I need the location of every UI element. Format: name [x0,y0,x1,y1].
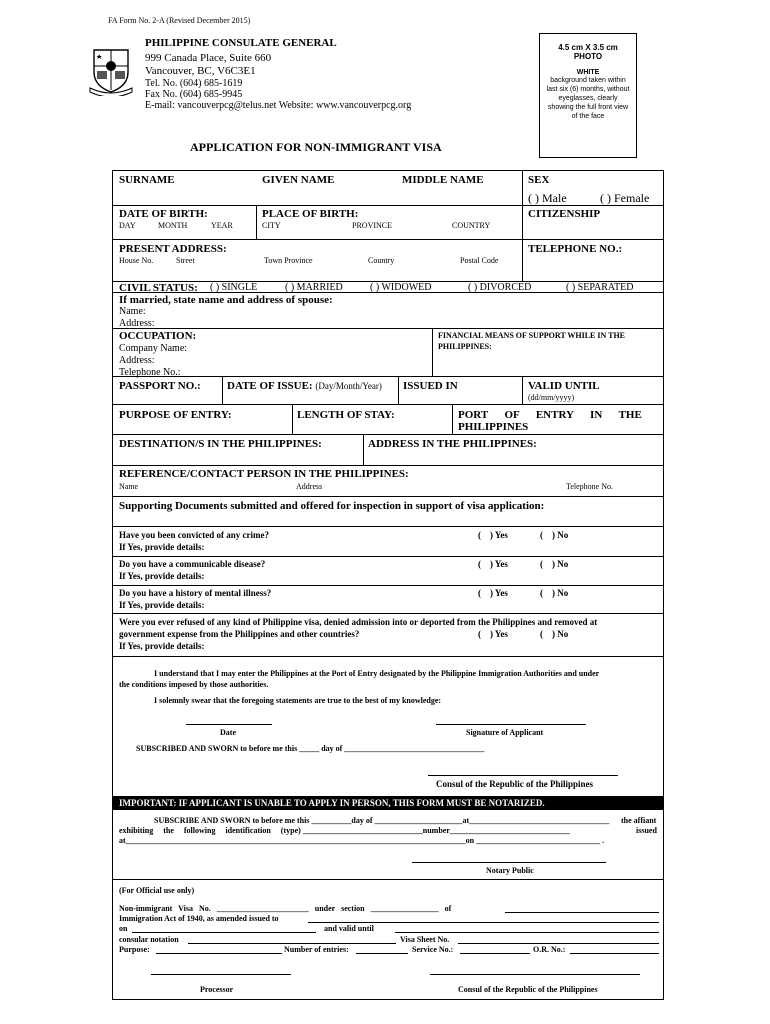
label-company-name: Company Name: [119,343,188,354]
label-middle-name: MIDDLE NAME [402,174,484,186]
official-consul: Consul of the Republic of the Philippines [458,985,598,994]
addr-line-2: Vancouver, BC, V6C3E1 [145,65,256,77]
label-occ-address: Address: [119,355,155,366]
q-mental-details: If Yes, provide details: [119,600,205,610]
label-telephone: TELEPHONE NO.: [528,243,623,255]
label-financial-means: FINANCIAL MEANS OF SUPPORT WHILE IN THE PHILIPPINES: [438,331,626,351]
q-mental-yes[interactable]: ( ) Yes [478,588,508,598]
label-consul: Consul of the Republic of the Philippines [436,779,594,789]
label-civil-status: CIVIL STATUS: [119,282,198,294]
q-disease: Do you have a communicable disease? [119,559,266,569]
q-crime-details: If Yes, provide details: [119,542,205,552]
label-day: DAY [119,221,136,230]
notary-line-2-issued: issued [636,826,657,835]
q-crime-no[interactable]: ( ) No [540,530,569,540]
label-addr-country: Country [368,256,395,265]
declaration-swear: I solemnly swear that the foregoing statements are true to the best of my knowledge: [154,696,442,705]
official-title: (For Official use only) [119,886,195,895]
official-service: Service No.: [412,945,454,954]
photo-box [539,33,637,158]
label-year: YEAR [211,221,233,230]
label-pob: PLACE OF BIRTH: [262,208,359,220]
official-on: on [119,924,128,933]
official-processor: Processor [200,985,234,994]
civil-single-option[interactable]: ( ) SINGLE [210,282,258,293]
q-refused-no[interactable]: ( ) No [540,629,569,639]
label-reference: REFERENCE/CONTACT PERSON IN THE PHILIPPINES: [119,468,409,480]
label-valid-until: VALID UNTIL [528,380,600,392]
addr-line-1: 999 Canada Place, Suite 660 [145,52,272,64]
q-crime-yes[interactable]: ( ) Yes [478,530,508,540]
form-title: APPLICATION FOR NON-IMMIGRANT VISA [190,140,442,154]
label-ref-address: Address [296,482,323,491]
subscribed-line: SUBSCRIBED AND SWORN to before me this _____ day of ___________________________________ [136,744,485,753]
label-sex: SEX [528,174,550,186]
q-refused-line2: government expense from the Philippines and other countries? [119,629,360,639]
official-visa-line: Non-immigrant Visa No. _______________________ under section _________________ of [119,904,452,913]
photo-size: 4.5 cm X 3.5 cm [558,43,618,52]
official-or-no: O.R. No.: [533,945,566,954]
label-present-address: PRESENT ADDRESS: [119,243,227,255]
label-postal-code: Postal Code [460,256,499,265]
label-port-philippines: PHILIPPINES [458,421,529,433]
label-city: CITY [262,221,281,230]
consulate-seal-icon [86,44,136,96]
label-port-of-entry: PORT OF ENTRY IN THE [458,409,642,421]
label-destinations: DESTINATION/S IN THE PHILIPPINES: [119,438,322,450]
label-purpose: PURPOSE OF ENTRY: [119,409,232,421]
label-house-no: House No. [119,256,154,265]
q-crime: Have you been convicted of any crime? [119,530,269,540]
label-date-of-issue: DATE OF ISSUE: [227,380,313,392]
label-dob: DATE OF BIRTH: [119,208,208,220]
official-entries: Number of entries: [284,945,349,954]
official-act: Immigration Act of 1940, as amended issued to [119,914,279,923]
civil-married-option[interactable]: ( ) MARRIED [285,282,343,293]
declaration-understand: I understand that I may enter the Philippines at the Port of Entry designated by the Philippine Immigration Authorities and under [154,669,600,678]
email-line: E-mail: vancouverpcg@telus.net Website: www.vancouverpcg.org [145,100,412,111]
civil-divorced-option[interactable]: ( ) DIVORCED [468,282,532,293]
label-town-province: Town Province [264,256,313,265]
form-id: FA Form No. 2-A (Revised December 2015) [108,16,251,25]
declaration-understand-2: the conditions imposed by those authorities. [119,680,269,689]
tel-line: Tel. No. (604) 685-1619 [145,78,243,89]
q-refused: Were you ever refused of any kind of Philippine visa, denied admission into or deported from the Philippines and removed at [119,617,598,627]
label-country: COUNTRY [452,221,491,230]
notary-line-3: at_____________________________________________________________________________________on _______________________________ . [119,836,605,845]
label-spouse: If married, state name and address of spouse: [119,294,333,306]
label-ref-telephone: Telephone No. [566,482,613,491]
official-visa-sheet: Visa Sheet No. [400,935,450,944]
label-date-format: (Day/Month/Year) [315,381,382,391]
photo-label: PHOTO [573,52,603,61]
q-refused-yes[interactable]: ( ) Yes [478,629,508,639]
fax-line: Fax No. (604) 685-9945 [145,89,243,100]
q-mental: Do you have a history of mental illness? [119,588,272,598]
official-purpose: Purpose: [119,945,150,954]
label-notary-public: Notary Public [486,866,534,875]
q-refused-details: If Yes, provide details: [119,641,205,651]
date-of-issue-label [227,380,382,392]
label-occ-telephone: Telephone No.: [119,367,181,378]
label-ref-name: Name [119,482,139,491]
label-issued-in: ISSUED IN [403,380,458,392]
label-province: PROVINCE [352,221,393,230]
q-disease-details: If Yes, provide details: [119,571,205,581]
label-citizenship: CITIZENSHIP [528,208,601,220]
label-spouse-name: Name: [119,306,146,317]
photo-instructions: background taken within last six (6) months, without eyeglasses, clearly showing the full front view of the face [546,77,630,120]
label-date: Date [220,728,236,737]
label-spouse-address: Address: [119,318,155,329]
label-supporting: Supporting Documents submitted and offered for inspection in support of visa application: [119,500,545,512]
label-passport-no: PASSPORT NO.: [119,380,201,392]
notary-line-2: exhibiting the following identification (type) ______________________________number______________________________ [119,826,570,835]
official-valid-until: and valid until [324,924,374,933]
q-disease-no[interactable]: ( ) No [540,559,569,569]
label-length-of-stay: LENGTH OF STAY: [297,409,395,421]
q-mental-no[interactable]: ( ) No [540,588,569,598]
sex-male-option[interactable]: ( ) Male [528,191,567,205]
notary-line-1: SUBSCRIBE AND SWORN to before me this __________day of ______________________at___________________________________ [154,816,610,825]
label-valid-format: (dd/mm/yyyy) [528,393,575,402]
civil-widowed-option[interactable]: ( ) WIDOWED [370,282,432,293]
label-surname: SURNAME [119,174,175,186]
declaration-box [112,657,664,797]
civil-separated-option[interactable]: ( ) SEPARATED [566,282,634,293]
label-signature: Signature of Applicant [466,728,544,737]
label-street: Street [176,256,195,265]
official-consular: consular notation [119,935,179,944]
photo-bg: WHITE [576,69,600,76]
label-given-name: GIVEN NAME [262,174,335,186]
q-disease-yes[interactable]: ( ) Yes [478,559,508,569]
org-name: PHILIPPINE CONSULATE GENERAL [145,37,337,49]
notary-line-1-affiant: the affiant [621,816,657,825]
notarize-banner: IMPORTANT: IF APPLICANT IS UNABLE TO APPLY IN PERSON, THIS FORM MUST BE NOTARIZED. [112,797,664,810]
label-address-ph: ADDRESS IN THE PHILIPPINES: [368,438,537,450]
label-occupation: OCCUPATION: [119,330,197,342]
sex-female-option[interactable]: ( ) Female [600,191,650,205]
label-month: MONTH [158,221,188,230]
